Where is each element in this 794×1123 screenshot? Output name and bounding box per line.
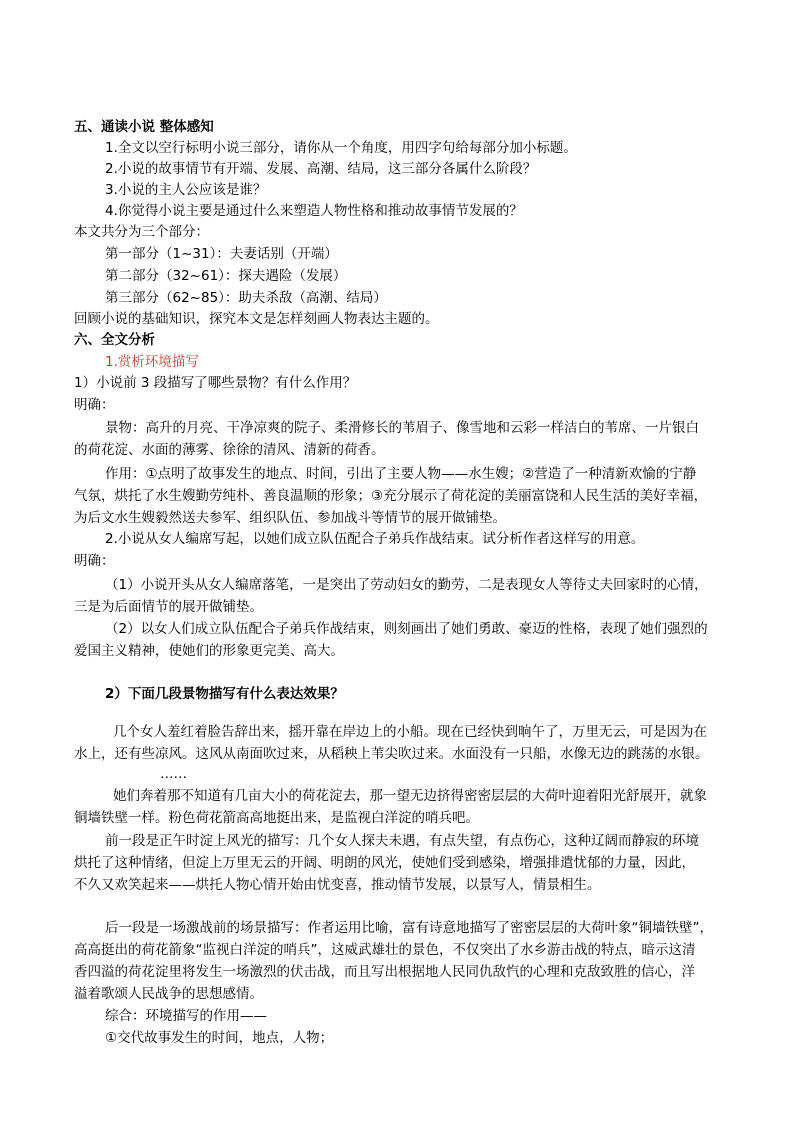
answer-1: 三是为后面情节的展开做铺垫。 bbox=[74, 599, 263, 615]
question-4: 4.你觉得小说主要是通过什么来塑造人物性格和推动故事情节发展的？ bbox=[105, 203, 523, 219]
quote-paragraph-a: 几个女人羞红着脸告辞出来，摇开靠在岸边上的小船。现在已经快到晌午了，万里无云，可是因为在 bbox=[113, 724, 707, 740]
subheading-environment: 1.赏析环境描写 bbox=[105, 354, 199, 370]
back-analysis: 溢着歌颂人民战争的思想感情。 bbox=[74, 986, 263, 1002]
section-heading-5: 五、通读小说 整体感知 bbox=[74, 119, 214, 135]
question-scenery-effect: 2）下面几段景物描写有什么表达效果？ bbox=[105, 686, 344, 702]
effect-text: 气氛，烘托了水生嫂勤劳纯朴、善良温顺的形象；③充分展示了荷花淀的美丽富饶和人民生活的美好幸福， bbox=[74, 488, 708, 504]
quote-paragraph-a: 水上，还有些凉风。这风从南面吹过来，从稻秧上苇尖吹过来。水面没有一只船，水像无边的跳荡的水银。 bbox=[74, 746, 709, 762]
front-analysis: 不久又欢笑起来——烘托人物心情开始由忧变喜，推动情节发展，以景写人，情景相生。 bbox=[74, 877, 601, 893]
back-analysis: 香四溢的荷花淀里将发生一场激烈的伏击战，而且写出根据地人民同仇敌忾的心理和克敌致胜的信心，洋 bbox=[74, 964, 695, 980]
question-1: 1.全文以空行标明小说三部分，请你从一个角度，用四字句给每部分加小标题。 bbox=[105, 140, 577, 156]
part-2: 第二部分（32~61）：探夫遇险（发展） bbox=[105, 268, 347, 284]
front-analysis: 烘托了这种情绪，但淀上万里无云的开阔、明朗的风光，使她们受到感染，增强排遣忧郁的力量，因此， bbox=[74, 855, 695, 871]
section-heading-6: 六、全文分析 bbox=[74, 332, 155, 348]
parts-intro: 本文共分为三个部分： bbox=[74, 224, 209, 240]
part-1: 第一部分（1~31）：夫妻话别（开端） bbox=[105, 246, 338, 262]
answer-1: （1）小说开头从女人编席落笔，一是突出了劳动妇女的勤劳，二是表现女人等待丈夫回家时的心情， bbox=[105, 577, 708, 593]
back-analysis: 后一段是一场激战前的场景描写：作者运用比喻，富有诗意地描写了密密层层的大荷叶象“铜墙铁壁”， bbox=[105, 920, 713, 936]
effect-text: 作用：①点明了故事发生的地点、时间，引出了主要人物——水生嫂；②营造了一种清新欢愉的宁静 bbox=[105, 466, 697, 482]
question-weaving: 2.小说从女人编席写起，以她们成立队伍配合子弟兵作战结束。试分析作者这样写的用意。 bbox=[105, 531, 645, 547]
ellipsis: …… bbox=[160, 766, 187, 782]
front-analysis: 前一段是正午时淀上风光的描写：几个女人探夫未遇，有点失望，有点伤心，这种辽阔而静寂的环境 bbox=[105, 833, 699, 849]
answer-2: （2）以女人们成立队伍配合子弟兵作战结束，则刻画出了她们勇敢、豪迈的性格，表现了她们强烈的 bbox=[105, 621, 708, 637]
back-analysis: 高高挺出的荷花箭象“监视白洋淀的哨兵”，这威武雄壮的景色，不仅突出了水乡游击战的特点，暗示这清 bbox=[74, 942, 696, 958]
answer-2: 爱国主义精神，使她们的形象更完美、高大。 bbox=[74, 643, 344, 659]
part-3: 第三部分（62~85）：助夫杀敌（高潮、结局） bbox=[105, 290, 387, 306]
mingque-label: 明确： bbox=[74, 397, 115, 413]
review-line: 回顾小说的基础知识，探究本文是怎样刻画人物表达主题的。 bbox=[74, 311, 439, 327]
mingque-label: 明确： bbox=[74, 553, 115, 569]
question-3: 3.小说的主人公应该是谁？ bbox=[105, 182, 267, 198]
question-2: 2.小说的故事情节有开端、发展、高潮、结局，这三部分各属什么阶段？ bbox=[105, 161, 537, 177]
effect-text: 为后文水生嫂毅然送夫参军、组织队伍、参加战斗等情节的展开做铺垫。 bbox=[74, 510, 506, 526]
scenery-text: 景物：高升的月亮、干净凉爽的院子、柔滑修长的苇眉子、像雪地和云彩一样洁白的苇席、一片银白 bbox=[105, 420, 699, 436]
quote-paragraph-b: 她们奔着那不知道有几亩大小的荷花淀去，那一望无边挤得密密层层的大荷叶迎着阳光舒展开，就象 bbox=[113, 788, 707, 804]
summary-item-1: ①交代故事发生的时间，地点，人物； bbox=[105, 1030, 334, 1046]
summary-label: 综合：环境描写的作用—— bbox=[105, 1008, 267, 1024]
question-scenery: 1）小说前 3 段描写了哪些景物？有什么作用？ bbox=[74, 375, 357, 391]
quote-paragraph-b: 铜墙铁壁一样。粉色荷花箭高高地挺出来，是监视白洋淀的哨兵吧。 bbox=[74, 810, 479, 826]
scenery-text: 的荷花淀、水面的薄雾、徐徐的清风、清新的荷香。 bbox=[74, 442, 385, 458]
